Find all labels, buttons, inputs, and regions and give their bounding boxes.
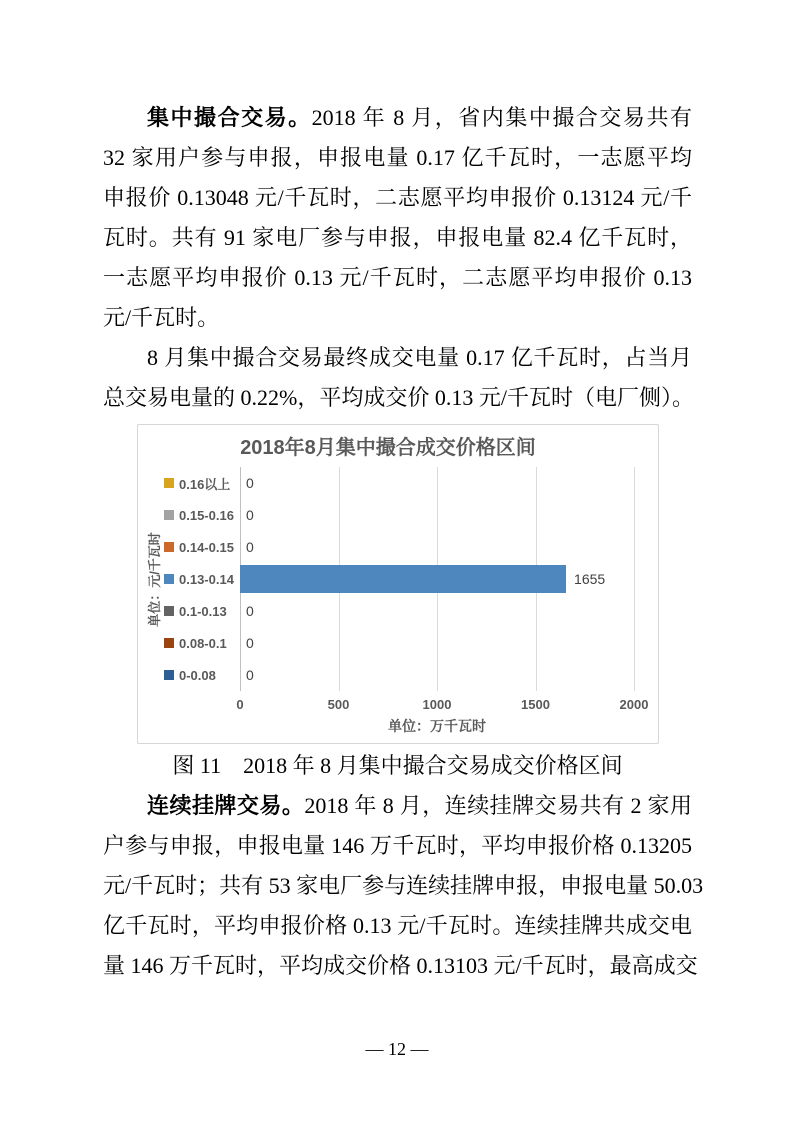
x-tick-label: 1000 [422, 697, 452, 712]
chart-title: 2018年8月集中撮合成交价格区间 [240, 437, 536, 459]
legend-swatch [164, 510, 174, 520]
text-line: 总交易电量的 0.22%，平均成交价 0.13 元/千瓦时（电厂侧）。 [103, 385, 694, 410]
text-line: 元/千瓦时。 [103, 305, 220, 330]
data-label: 0 [246, 635, 254, 651]
gridline [634, 467, 635, 691]
category-row [164, 563, 240, 595]
x-tick-label: 1500 [521, 697, 550, 712]
text-line: 户参与申报，申报电量 146 万千瓦时，平均申报价格 0.13205 [103, 833, 692, 858]
category-label: 0-0.08 [179, 667, 216, 683]
plot-row [240, 627, 634, 659]
text-line: 元/千瓦时；共有 53 家电厂参与连续挂牌申报，申报电量 50.03 [103, 873, 704, 898]
category-label: 0.15-0.16 [179, 507, 234, 523]
data-label: 0 [246, 507, 254, 523]
category-label: 0.16以上 [179, 476, 231, 492]
legend-swatch [164, 638, 174, 648]
chart-plot-grid [142, 467, 649, 739]
category-row [164, 595, 240, 627]
category-label: 0.08-0.1 [179, 635, 227, 651]
data-label: 0 [246, 667, 254, 683]
plot-area [240, 467, 634, 691]
text-line: 亿千瓦时，平均申报价格 0.13 元/千瓦时。连续挂牌共成交电 [103, 913, 692, 938]
x-axis-ticks [236, 691, 649, 715]
data-label: 0 [246, 603, 254, 619]
category-row [164, 531, 240, 563]
text-line: 申报价 0.13048 元/千瓦时，二志愿平均申报价 0.13124 元/千 [103, 185, 692, 210]
plot-row [240, 595, 634, 627]
figure-caption: 图 11 2018 年 8 月集中撮合交易成交价格区间 [172, 753, 623, 778]
y-axis-title: 单位：元/千瓦时 [146, 531, 162, 627]
text-line: 集中撮合交易。2018 年 8 月，省内集中撮合交易共有 [147, 105, 692, 130]
legend-swatch [164, 478, 174, 488]
run-bold-lead: 连续挂牌交易。 [147, 793, 305, 818]
page-number: — 12 — [365, 1039, 429, 1059]
category-row [164, 467, 240, 499]
legend-swatch [164, 606, 174, 616]
data-bar [240, 565, 566, 593]
category-axis [164, 467, 240, 691]
x-tick-label: 500 [327, 697, 350, 712]
run-bold-lead: 集中撮合交易。 [147, 105, 312, 130]
category-label: 0.1-0.13 [179, 603, 227, 619]
category-row [164, 627, 240, 659]
legend-swatch [164, 574, 174, 584]
category-label: 0.14-0.15 [179, 539, 234, 555]
legend-swatch [164, 670, 174, 680]
category-label: 0.13-0.14 [179, 571, 234, 587]
x-tick-label: 2000 [619, 697, 649, 712]
data-label: 0 [246, 475, 254, 491]
text-line: 一志愿平均申报价 0.13 元/千瓦时，二志愿平均申报价 0.13 [103, 265, 692, 290]
data-label: 0 [246, 539, 254, 555]
price-range-bar-chart [137, 424, 659, 744]
category-row [164, 659, 240, 691]
para-continuous-listing [103, 786, 704, 986]
text-line: 32 家用户参与申报，申报电量 0.17 亿千瓦时，一志愿平均 [103, 145, 692, 170]
para-centralized-matching [103, 98, 692, 338]
text-line: 8 月集中撮合交易最终成交电量 0.17 亿千瓦时，占当月 [147, 345, 692, 370]
plot-row [240, 531, 634, 563]
plot-row [240, 563, 634, 595]
category-row [164, 499, 240, 531]
plot-row [240, 659, 634, 691]
legend-swatch [164, 542, 174, 552]
y-axis-title-cell [142, 467, 164, 691]
x-axis-title: 单位：万千瓦时 [388, 718, 486, 734]
data-label: 1655 [574, 571, 606, 587]
text-line: 瓦时。共有 91 家电厂参与申报，申报电量 82.4 亿千瓦时， [103, 225, 692, 250]
plot-row [240, 499, 634, 531]
para-august-summary [103, 338, 692, 418]
plot-row [240, 467, 634, 499]
text-line: 连续挂牌交易。2018 年 8 月，连续挂牌交易共有 2 家用 [147, 793, 692, 818]
x-tick-label: 0 [236, 697, 244, 712]
text-line: 量 146 万千瓦时，平均成交价格 0.13103 元/千瓦时，最高成交 [103, 953, 698, 978]
